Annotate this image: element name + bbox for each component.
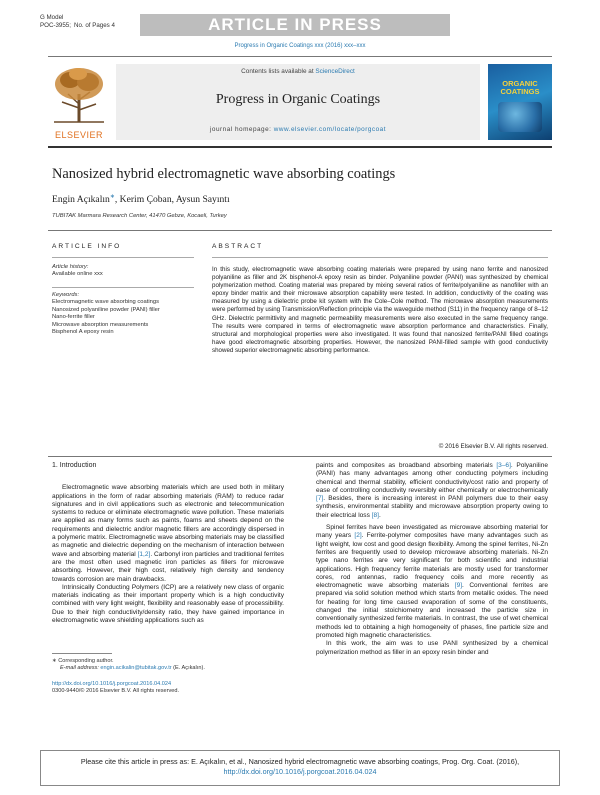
homepage-line: [116, 126, 480, 133]
other-authors: , Kerim Çoban, Aysun Sayıntı: [114, 194, 230, 206]
divider: [48, 56, 552, 57]
corresponding-note: ∗ Corresponding author.: [52, 658, 114, 664]
footnote-divider: [52, 653, 112, 654]
code-tag: POC-3955;: [40, 22, 71, 29]
masthead: [48, 60, 552, 140]
abstract-heading: ABSTRACT: [212, 243, 264, 250]
keyword-item: Bisphenol A epoxy resin: [52, 329, 114, 336]
paragraph-text: . Ferrite-polymer composites have many advantages such as light weight, low cost and good design flexibility. Among the spinel ferrites, Ni-Zn ferrites are frequently used to develop microwave absorbing materials. Ni-Zn type nano ferrites are very significant for both scientific and industrial applications. High frequency ferrite materials are mostly used for transformer cores, rod antennas, radio frequency coils and more recently as electromagnetic wave absorbing materials: [316, 532, 548, 590]
citation-link[interactable]: [7]: [316, 495, 324, 503]
issn-line: 0300-9440/© 2016 Elsevier B.V. All rights reserved.: [52, 688, 180, 695]
section-heading: 1. Introduction: [52, 462, 97, 469]
history-label: Article history:: [52, 264, 89, 270]
body-left-column: [52, 462, 284, 625]
citation-doi-link[interactable]: http://dx.doi.org/10.1016/j.porgcoat.2016.04.024: [223, 767, 377, 776]
top-strip: [40, 14, 560, 36]
keyword-item: Nano-ferrite filler: [52, 314, 95, 321]
paragraph-text: . Besides, there is increasing interest in PANI polymers due to their easy synthesis, environmental stability and microwave absorption property owing to their electrical loss: [316, 495, 548, 519]
cover-title: [488, 80, 552, 96]
article-in-press-banner: ARTICLE IN PRESS: [140, 14, 450, 36]
keyword-item: Nanosized polyaniline powder (PANI) filler: [52, 306, 160, 313]
affiliation: TUBITAK Marmara Research Center, 41470 Gebze, Kocaeli, Turkey: [52, 213, 227, 219]
cover-title-line-1: ORGANIC: [502, 79, 538, 88]
footnotes: [52, 658, 284, 696]
divider: [48, 456, 552, 457]
email-note: [52, 665, 284, 672]
paragraph-text: .: [378, 511, 381, 519]
tree-logo-icon: [48, 64, 110, 124]
paragraph-text: . Polyaniline (PANI) has many advantages among other conducting polymers including chemical and thermal stability, efficient conductivity/cost ratio and property of ease of controlling conductivity reversibly either chemically or electrochemically: [316, 462, 548, 494]
citation-link[interactable]: [1,2]: [137, 550, 151, 558]
paragraph: [52, 484, 284, 584]
author-list: [52, 193, 230, 205]
email-link[interactable]: engin.acikalin@tubitak.gov.tr: [100, 665, 172, 672]
journal-banner: [116, 64, 480, 140]
article-history: [52, 264, 103, 279]
email-label: E-mail address:: [60, 665, 101, 672]
model-tag: G Model: [40, 14, 64, 21]
abstract-copyright: © 2016 Elsevier B.V. All rights reserved.: [438, 443, 548, 450]
cover-title-line-2: COATINGS: [500, 87, 540, 96]
contents-prefix: Contents lists available at: [241, 68, 316, 75]
citation-link[interactable]: [2]: [354, 532, 362, 540]
article-info-heading: ARTICLE INFO: [52, 243, 122, 250]
keywords-label: Keywords:: [52, 292, 80, 298]
citation-box: [40, 750, 560, 786]
masthead-divider: [48, 146, 552, 148]
paragraph: Intrinsically Conducting Polymers (ICP) are a relatively new class of organic materials indicating as their important property which is a high conductivity combined with very light weight, flexibility and reasonably ease of processibility. Due to their high conductivity/density ratio, they have gained importance in electromagnetic wave shielding applications such as: [52, 583, 284, 625]
sciencedirect-link[interactable]: ScienceDirect: [315, 68, 355, 75]
paragraph-text: paints and composites as broadband absorbing materials: [316, 462, 497, 469]
abstract-text: In this study, electromagnetic wave absorbing coating materials were prepared by using nano ferrite and nanosized polyaniline as filler and 2K bisphenol-A epoxy resin as binder. Polyaniline powder (PANI) was synthesized by chemical polymerization method. Coating material was prepared by mixing several ratios of ferrite/polyaniline as nanofiller with an epoxy binder matrix and their microwave absorption capability were tested. In addition, conductivity of the coating was measured by using a dielectric probe kit system with the Cole–Cole method. The microwave absorption measurements were performed by using Transmission/Reflection principle via the waveguide method (S11) in the frequency range of 8–12 GHz. Dielectric permittivity and magnetic permeability measurements were also executed in the same frequency range. The results were compared in terms of electromagnetic wave absorption performance and characteristics. Finally, structural and morphological properties were also investigated. It was found that nanosized ferrite/PANI filled coatings have good electromagnetic absorbing properties. However, the nanosized PANI-filled sample with good conductivity showed superior electromagnetic absorbing performance.: [212, 266, 548, 354]
keyword-item: Electromagnetic wave absorbing coatings: [52, 299, 159, 306]
journal-title: Progress in Organic Coatings: [215, 92, 381, 107]
cover-image: [498, 102, 542, 132]
paragraph: [316, 462, 548, 520]
paragraph-text: . Conventional ferrites are prepared via solid solution method which starts from metallic oxides. The need for heating for long time caused evaporation of some of the constituents, changed the initial stoichiometry and increased the particle size in conventionally synthesized ferrite materials. In contrast, the use of wet chemical methods led to obtaining a high homogeneity of phases, fine particle size and promoted high magnetic characteristics.: [316, 582, 548, 639]
paragraph-text: Electromagnetic wave absorbing materials which are used both in military applications in the form of radar absorbing materials (RAM) to reduce radar signatures and in civil applications such as electronic and telecommunication systems to reduce or eliminate electromagnetic wave pollution. These materials are applied as many forms such as paints, foams and sheets depend on the requirements and dielectric and/or magnetic fillers are accordingly dispersed in a polymeric matrix. Electromagnetic wave absorbing materials may be classified as magnetic and dielectric depending on the mechanism of interaction between wave and absorbing material: [52, 484, 284, 558]
corresponding-mark[interactable]: ∗: [109, 194, 115, 200]
paragraph: In this work, the aim was to use PANI synthesized by a chemical polymerization method as filler in an epoxy resin binder and: [316, 640, 548, 656]
divider: [52, 287, 194, 288]
citation-link[interactable]: [8]: [371, 511, 379, 519]
divider: [52, 257, 194, 258]
paragraph: [316, 524, 548, 640]
citation-link[interactable]: [3–6]: [496, 462, 511, 469]
homepage-prefix: journal homepage:: [210, 126, 274, 133]
pages-tag: No. of Pages 4: [74, 22, 115, 29]
paragraph-text: Spinel ferrites have been investigated as microwave absorbing material for many years: [316, 524, 548, 540]
citation-link[interactable]: [9]: [454, 582, 463, 590]
paragraph-text: . Carbonyl iron particles and traditional ferrites are the most often used magnetic iron particles as fillers for microwave absorbing. However, their high cost, relatively high density and tendency towards corrosion are main drawbacks.: [52, 550, 284, 583]
homepage-link[interactable]: www.elsevier.com/locate/porgcoat: [273, 126, 386, 133]
contents-line: [116, 68, 480, 75]
divider: [48, 230, 552, 231]
keyword-item: Microwave absorption measurements: [52, 321, 149, 328]
keywords-block: [52, 292, 160, 336]
publisher-name: ELSEVIER: [54, 130, 104, 140]
body-right-column: [316, 462, 548, 657]
journal-reference[interactable]: Progress in Organic Coatings xxx (2016) xxx–xxx: [234, 43, 366, 49]
divider: [212, 257, 548, 258]
first-author: Engin Açıkalın: [52, 194, 110, 206]
citation-text: Please cite this article in press as: E. Açıkalın, et al., Nanosized hybrid electromagnetic wave absorbing coatings, Prog. Org. Coat. (2016),: [80, 757, 520, 766]
article-title: Nanosized hybrid electromagnetic wave absorbing coatings: [52, 166, 396, 182]
journal-cover: [488, 64, 552, 140]
elsevier-logo: [48, 64, 110, 140]
doi-link[interactable]: http://dx.doi.org/10.1016/j.porgcoat.2016.04.024: [52, 680, 172, 687]
email-suffix: (E. Açıkalın).: [171, 665, 205, 672]
history-value: Available online xxx: [52, 271, 103, 278]
